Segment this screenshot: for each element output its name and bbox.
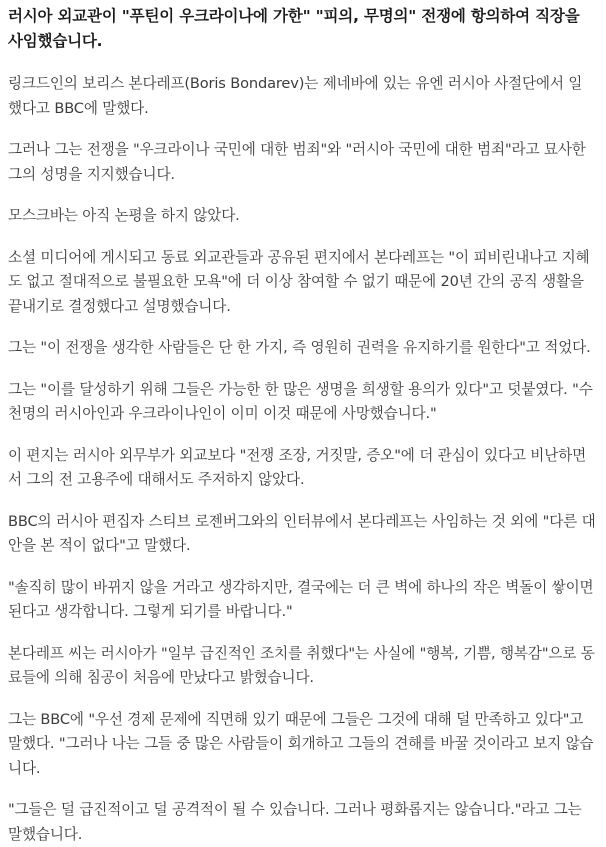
article-paragraph-1: 링크드인의 보리스 본다레프(Boris Bondarev)는 제네바에 있는 유엔 러시아 사절단에서 일했다고 BBC에 말했다. bbox=[8, 75, 583, 117]
article-paragraph-2: 그러나 그는 전쟁을 "우크라이나 국민에 대한 범죄"와 "러시아 국민에 대한 범죄"라고 묘사한 그의 성명을 지지했습니다. bbox=[8, 141, 586, 183]
article-headline: 러시아 외교관이 "푸틴이 우크라이나에 가한" "피의, 무명의" 전쟁에 항의하여 직장을 사임했습니다. bbox=[8, 7, 580, 50]
article-paragraph-11: 그는 BBC에 "우선 경제 문제에 직면해 있기 때문에 그들은 그것에 대해 덜 만족하고 있다"고 말했다. "그러나 나는 그들 중 많은 사람들이 회개하고 그들의 견해를 바꿀 것이라고 보지 않습니다. bbox=[8, 710, 594, 777]
article-paragraph-3: 모스크바는 아직 논평을 하지 않았다. bbox=[8, 207, 240, 224]
article-paragraph-9: "솔직히 많이 바뀌지 않을 거라고 생각하지만, 결국에는 더 큰 벽에 하나의 작은 벽돌이 쌓이면 된다고 생각합니다. 그렇게 되기를 바랍니다." bbox=[8, 578, 594, 620]
article-paragraph-7: 이 편지는 러시아 외무부가 외교보다 "전쟁 조장, 거짓말, 증오"에 더 관심이 있다고 비난하면서 그의 전 고용주에 대해서도 주저하지 않았다. bbox=[8, 446, 587, 488]
article-paragraph-12: "그들은 덜 급진적이고 덜 공격적이 될 수 있습니다. 그러나 평화롭지는 않습니다."라고 그는 말했습니다. bbox=[8, 801, 582, 843]
article-paragraph-10: 본다레프 씨는 러시아가 "일부 급진적인 조치를 취했다"는 사실에 "행복, 기쁨, 행복감"으로 동료들에 의해 침공이 처음에 만났다고 밝혔습니다. bbox=[8, 644, 595, 686]
article-paragraph-8: BBC의 러시아 편집자 스티브 로젠버그와의 인터뷰에서 본다레프는 사임하는 것 외에 "다른 대안을 본 적이 없다"고 말했다. bbox=[8, 512, 596, 554]
article-paragraph-6: 그는 "이를 달성하기 위해 그들은 가능한 한 많은 생명을 희생할 용의가 있다"고 덧붙였다. "수천명의 러시아인과 우크라이나인이 이미 이것 때문에 사망했습니다." bbox=[8, 380, 593, 422]
article-paragraph-5: 그는 "이 전쟁을 생각한 사람들은 단 한 가지, 즉 영원히 권력을 유지하기를 원한다"고 적었다. bbox=[8, 339, 591, 356]
article-paragraph-4: 소셜 미디어에 게시되고 동료 외교관들과 공유된 편지에서 본다레프는 "이 피비린내나고 지혜도 없고 절대적으로 불필요한 모욕"에 더 이상 참여할 수 없기 때문에 20년 간의 공직 생활을 끝내기로 결정했다고 설명했습니다. bbox=[8, 248, 590, 315]
